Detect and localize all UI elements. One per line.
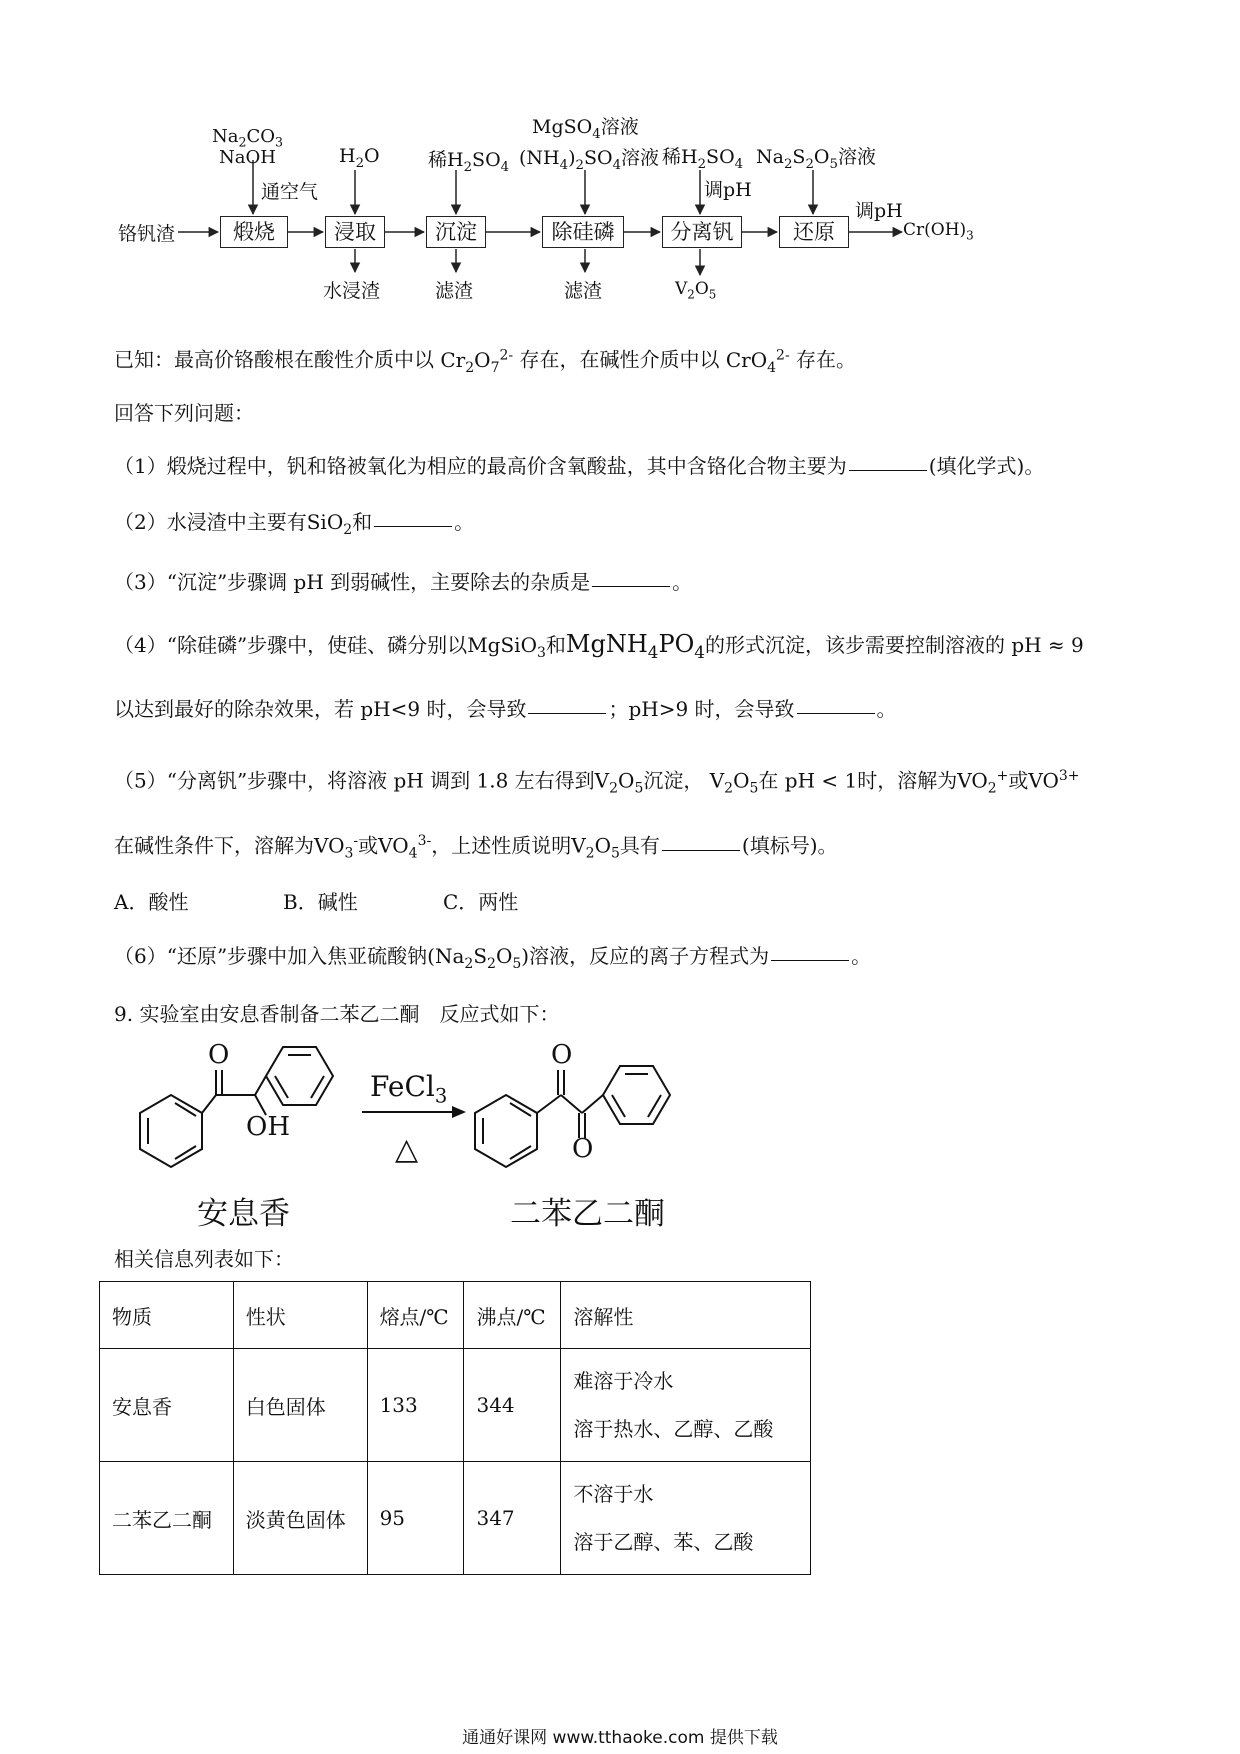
output-filter-residue-2: 滤渣 (564, 280, 603, 302)
benzil-o-label-top: O (551, 1040, 573, 1070)
table-cell: 白色固体 (233, 1349, 367, 1462)
output-v2o5: $V_2O_5$ (675, 279, 717, 302)
table-cell-solubility: 不溶于水 溶于乙醇、苯、乙酸 (561, 1462, 811, 1575)
formula-cr2o7: $Cr_2O_7^{2-}$ (440, 347, 514, 376)
heat-symbol: △ (395, 1132, 419, 1167)
reaction-structures (100, 1040, 740, 1210)
step-precipitate: 沉淀 (426, 216, 486, 248)
input-na2co3: $Na_2CO_3$ (212, 126, 284, 150)
answer-blank (797, 712, 875, 714)
table-cell-solubility: 难溶于冷水 溶于热水、乙醇、乙酸 (561, 1349, 811, 1462)
input-naoh: NaOH (219, 147, 276, 168)
choice-a: A．酸性 (114, 890, 189, 914)
answer-prompt: 回答下列问题： (114, 401, 254, 425)
step-desilicon: 除硅磷 (542, 216, 624, 248)
table-cell: 133 (367, 1349, 464, 1462)
product-name: 二苯乙二酮 (510, 1196, 665, 1232)
answer-blank (374, 525, 452, 527)
flow-start: 铬钒渣 (118, 223, 176, 245)
input-dilute-h2so4-2: 稀$H_2SO_4$ (662, 146, 744, 172)
formula-mgnh4po4: $MgNH_4PO_4$ (565, 630, 705, 662)
table-header: 物质 (100, 1282, 234, 1349)
input-nh4so4: $(NH_4)_2SO_4$溶液 (519, 147, 660, 173)
page-footer: 通通好课网 www.tthaoke.com 提供下载 (462, 1728, 778, 1748)
input-mgso4: MgSO$_4$溶液 (532, 116, 639, 142)
table-header: 溶解性 (561, 1282, 811, 1349)
answer-blank (849, 469, 927, 471)
question-6: （6）“还原”步骤中加入焦亚硫酸钠$(Na_2S_2O_5)$溶液，反应的离子方程式为 。 (114, 944, 872, 972)
question-3: （3）“沉淀”步骤调 pH 到弱碱性，主要除去的杂质是 。 (114, 570, 693, 594)
question-4-line-2: 以达到最好的除杂效果，若 pH<9 时，会导致 ；pH>9 时，会导致 。 (114, 697, 897, 721)
input-na2s2o5: $Na_2S_2O_5$溶液 (756, 146, 876, 172)
benzoin-oh-label: OH (246, 1112, 290, 1142)
reagent-fecl3: FeCl$_3$ (370, 1070, 448, 1108)
formula-cro4: CrO$_4^{2-}$ (725, 347, 790, 376)
output-water-residue: 水浸渣 (323, 280, 381, 302)
benzil-o-label-bottom: O (572, 1134, 594, 1164)
step-reduce: 还原 (779, 216, 849, 248)
question-5-line-2: 在碱性条件下，溶解为$VO_3^-$或$VO_4^{3-}$，上述性质说明$V_2O_5$具有 (填标号)。 (114, 833, 838, 862)
table-row (100, 1349, 811, 1462)
answer-blank (771, 959, 849, 961)
benzoin-o-label: O (208, 1040, 230, 1070)
input-air: 通空气 (261, 181, 319, 203)
table-header: 性状 (233, 1282, 367, 1349)
table-header: 沸点/℃ (464, 1282, 561, 1349)
info-caption: 相关信息列表如下： (114, 1247, 294, 1271)
question-1: （1）煅烧过程中，钒和铬被氧化为相应的最高价含氧酸盐，其中含铬化合物主要为 (填化学式)。 (114, 454, 1045, 478)
known-note: 已知：最高价铬酸根在酸性介质中以 $Cr_2O_7^{2-}$ 存在，在碱性介质中以 CrO$_4^{2-}$ 存在。 (114, 347, 857, 376)
answer-blank (662, 849, 740, 851)
table-row (100, 1462, 811, 1575)
table-cell: 344 (464, 1349, 561, 1462)
table-cell: 95 (367, 1462, 464, 1575)
output-croh3: $Cr(OH)_3$ (903, 220, 974, 243)
question-5-line-1: （5）“分离钒”步骤中，将溶液 pH 调到 1.8 左右得到$V_2O_5$沉淀， $V_2O_5$在 pH < 1时，溶解为$VO_2^+$或$VO^{3+}$ (114, 768, 1080, 797)
choice-c: C．两性 (443, 890, 519, 914)
input-dilute-h2so4: 稀$H_2SO_4$ (428, 149, 510, 175)
question-9: 9. 实验室由安息香制备二苯乙二酮 反应式如下： (114, 1002, 560, 1026)
table-header: 熔点/℃ (367, 1282, 464, 1349)
table-cell: 二苯乙二酮 (100, 1462, 234, 1575)
input-water: $H_2O$ (339, 145, 380, 171)
step-separate-v: 分离钒 (662, 216, 742, 248)
table-cell: 安息香 (100, 1349, 234, 1462)
step-leach: 浸取 (325, 216, 385, 248)
table-cell: 淡黄色固体 (233, 1462, 367, 1575)
input-adjust-ph: 调pH (704, 179, 752, 201)
step-calcine: 煅烧 (220, 216, 288, 248)
question-2: （2）水浸渣中主要有SiO$_2$和 。 (114, 510, 475, 538)
formula-mgsio3: MgSiO$_3$ (467, 633, 546, 661)
table-header-row (100, 1282, 811, 1349)
answer-blank (528, 712, 606, 714)
question-4-line-1: （4）“除硅磷”步骤中，使硅、磷分别以MgSiO$_3$和$MgNH_4PO_4$的形式沉淀，该步需要控制溶液的 pH ≈ 9 (114, 630, 1084, 662)
output-filter-residue-1: 滤渣 (435, 280, 474, 302)
output-adjust-ph: 调pH (855, 200, 903, 222)
answer-blank (592, 585, 670, 587)
choice-b: B．碱性 (283, 890, 358, 914)
reactant-name: 安息香 (197, 1196, 290, 1232)
table-cell: 347 (464, 1462, 561, 1575)
info-table (99, 1281, 811, 1575)
